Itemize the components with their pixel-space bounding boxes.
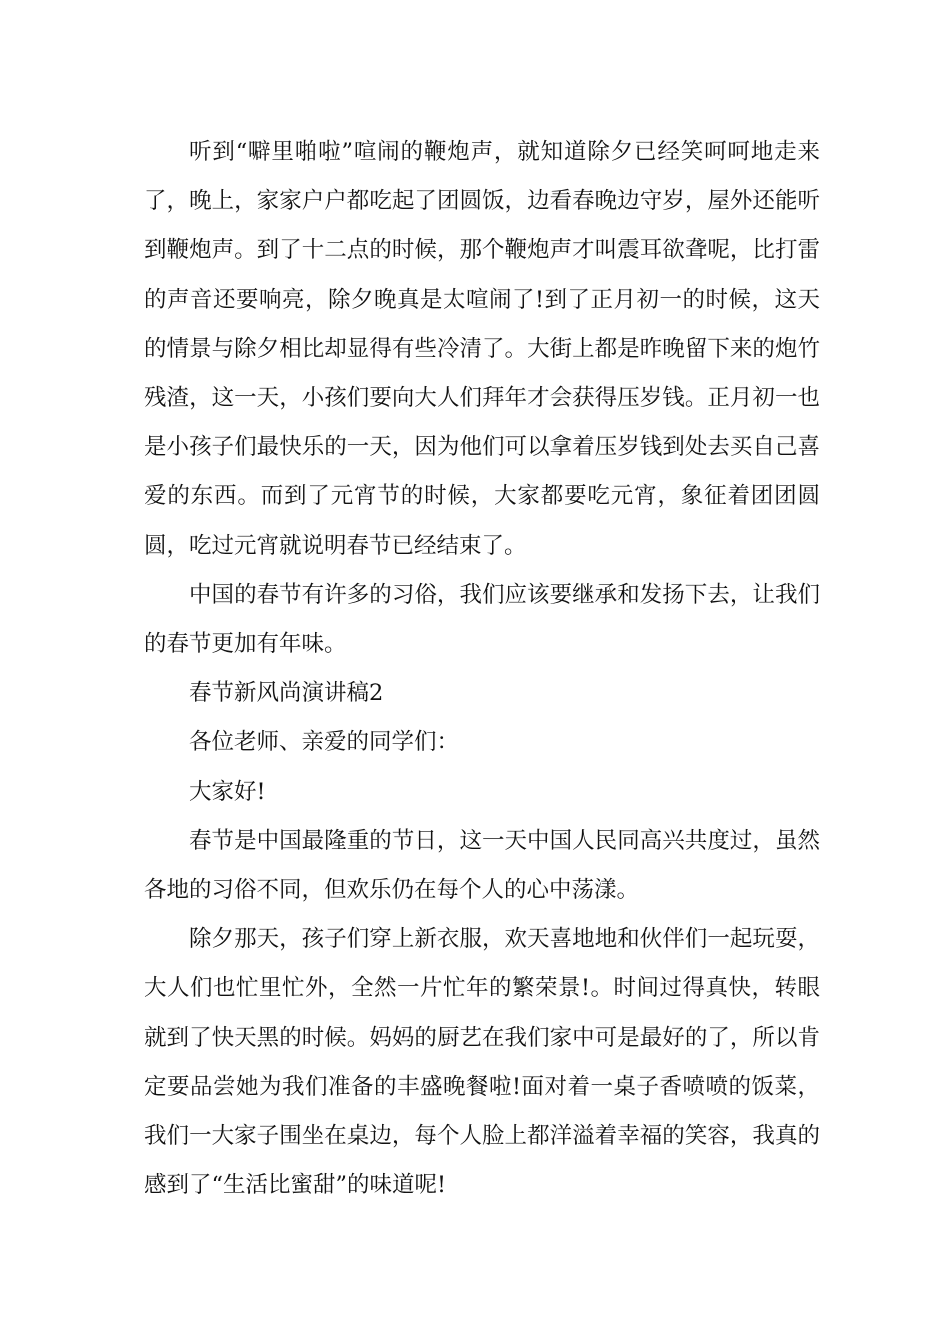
salutation: 各位老师、亲爱的同学们： (189, 729, 460, 756)
paragraph-2: 中国的春节有许多的习俗，我们应该要继承和发扬下去，让我们的春节更加有年味。 (144, 581, 820, 658)
paragraph-3: 春节是中国最隆重的节日，这一天中国人民同高兴共度过，虽然各地的习俗不同，但欢乐仍在每个人的心中荡漾。 (144, 827, 820, 904)
paragraph-4: 除夕那天，孩子们穿上新衣服，欢天喜地地和伙伴们一起玩耍，大人们也忙里忙外，全然一片忙年的繁荣景!。时间过得真快，转眼就到了快天黑的时候。妈妈的厨艺在我们家中可是最好的了，所以肯定要品尝她为我们准备的丰盛晚餐啦!面对着一桌子香喷喷的饭菜，我们一大家子围坐在桌边，每个人脸上都洋溢着幸福的笑容，我真的感到了“生活比蜜甜”的味道呢! (144, 926, 820, 1199)
greeting: 大家好! (189, 778, 266, 805)
paragraph-1: 听到“噼里啪啦”喧闹的鞭炮声，就知道除夕已经笑呵呵地走来了，晚上，家家户户都吃起了团圆饭，边看春晚边守岁，屋外还能听到鞭炮声。到了十二点的时候，那个鞭炮声才叫震耳欲聋呢，比打雷的声音还要响亮，除夕晚真是太喧闹了!到了正月初一的时候，这天的情景与除夕相比却显得有些冷清了。大街上都是昨晚留下来的炮竹残渣，这一天，小孩们要向大人们拜年才会获得压岁钱。正月初一也是小孩子们最快乐的一天，因为他们可以拿着压岁钱到处去买自己喜爱的东西。而到了元宵节的时候，大家都要吃元宵，象征着团团圆圆，吃过元宵就说明春节已经结束了。 (144, 139, 820, 559)
document-body (144, 128, 820, 1210)
speech-title: 春节新风尚演讲稿2 (189, 680, 384, 707)
